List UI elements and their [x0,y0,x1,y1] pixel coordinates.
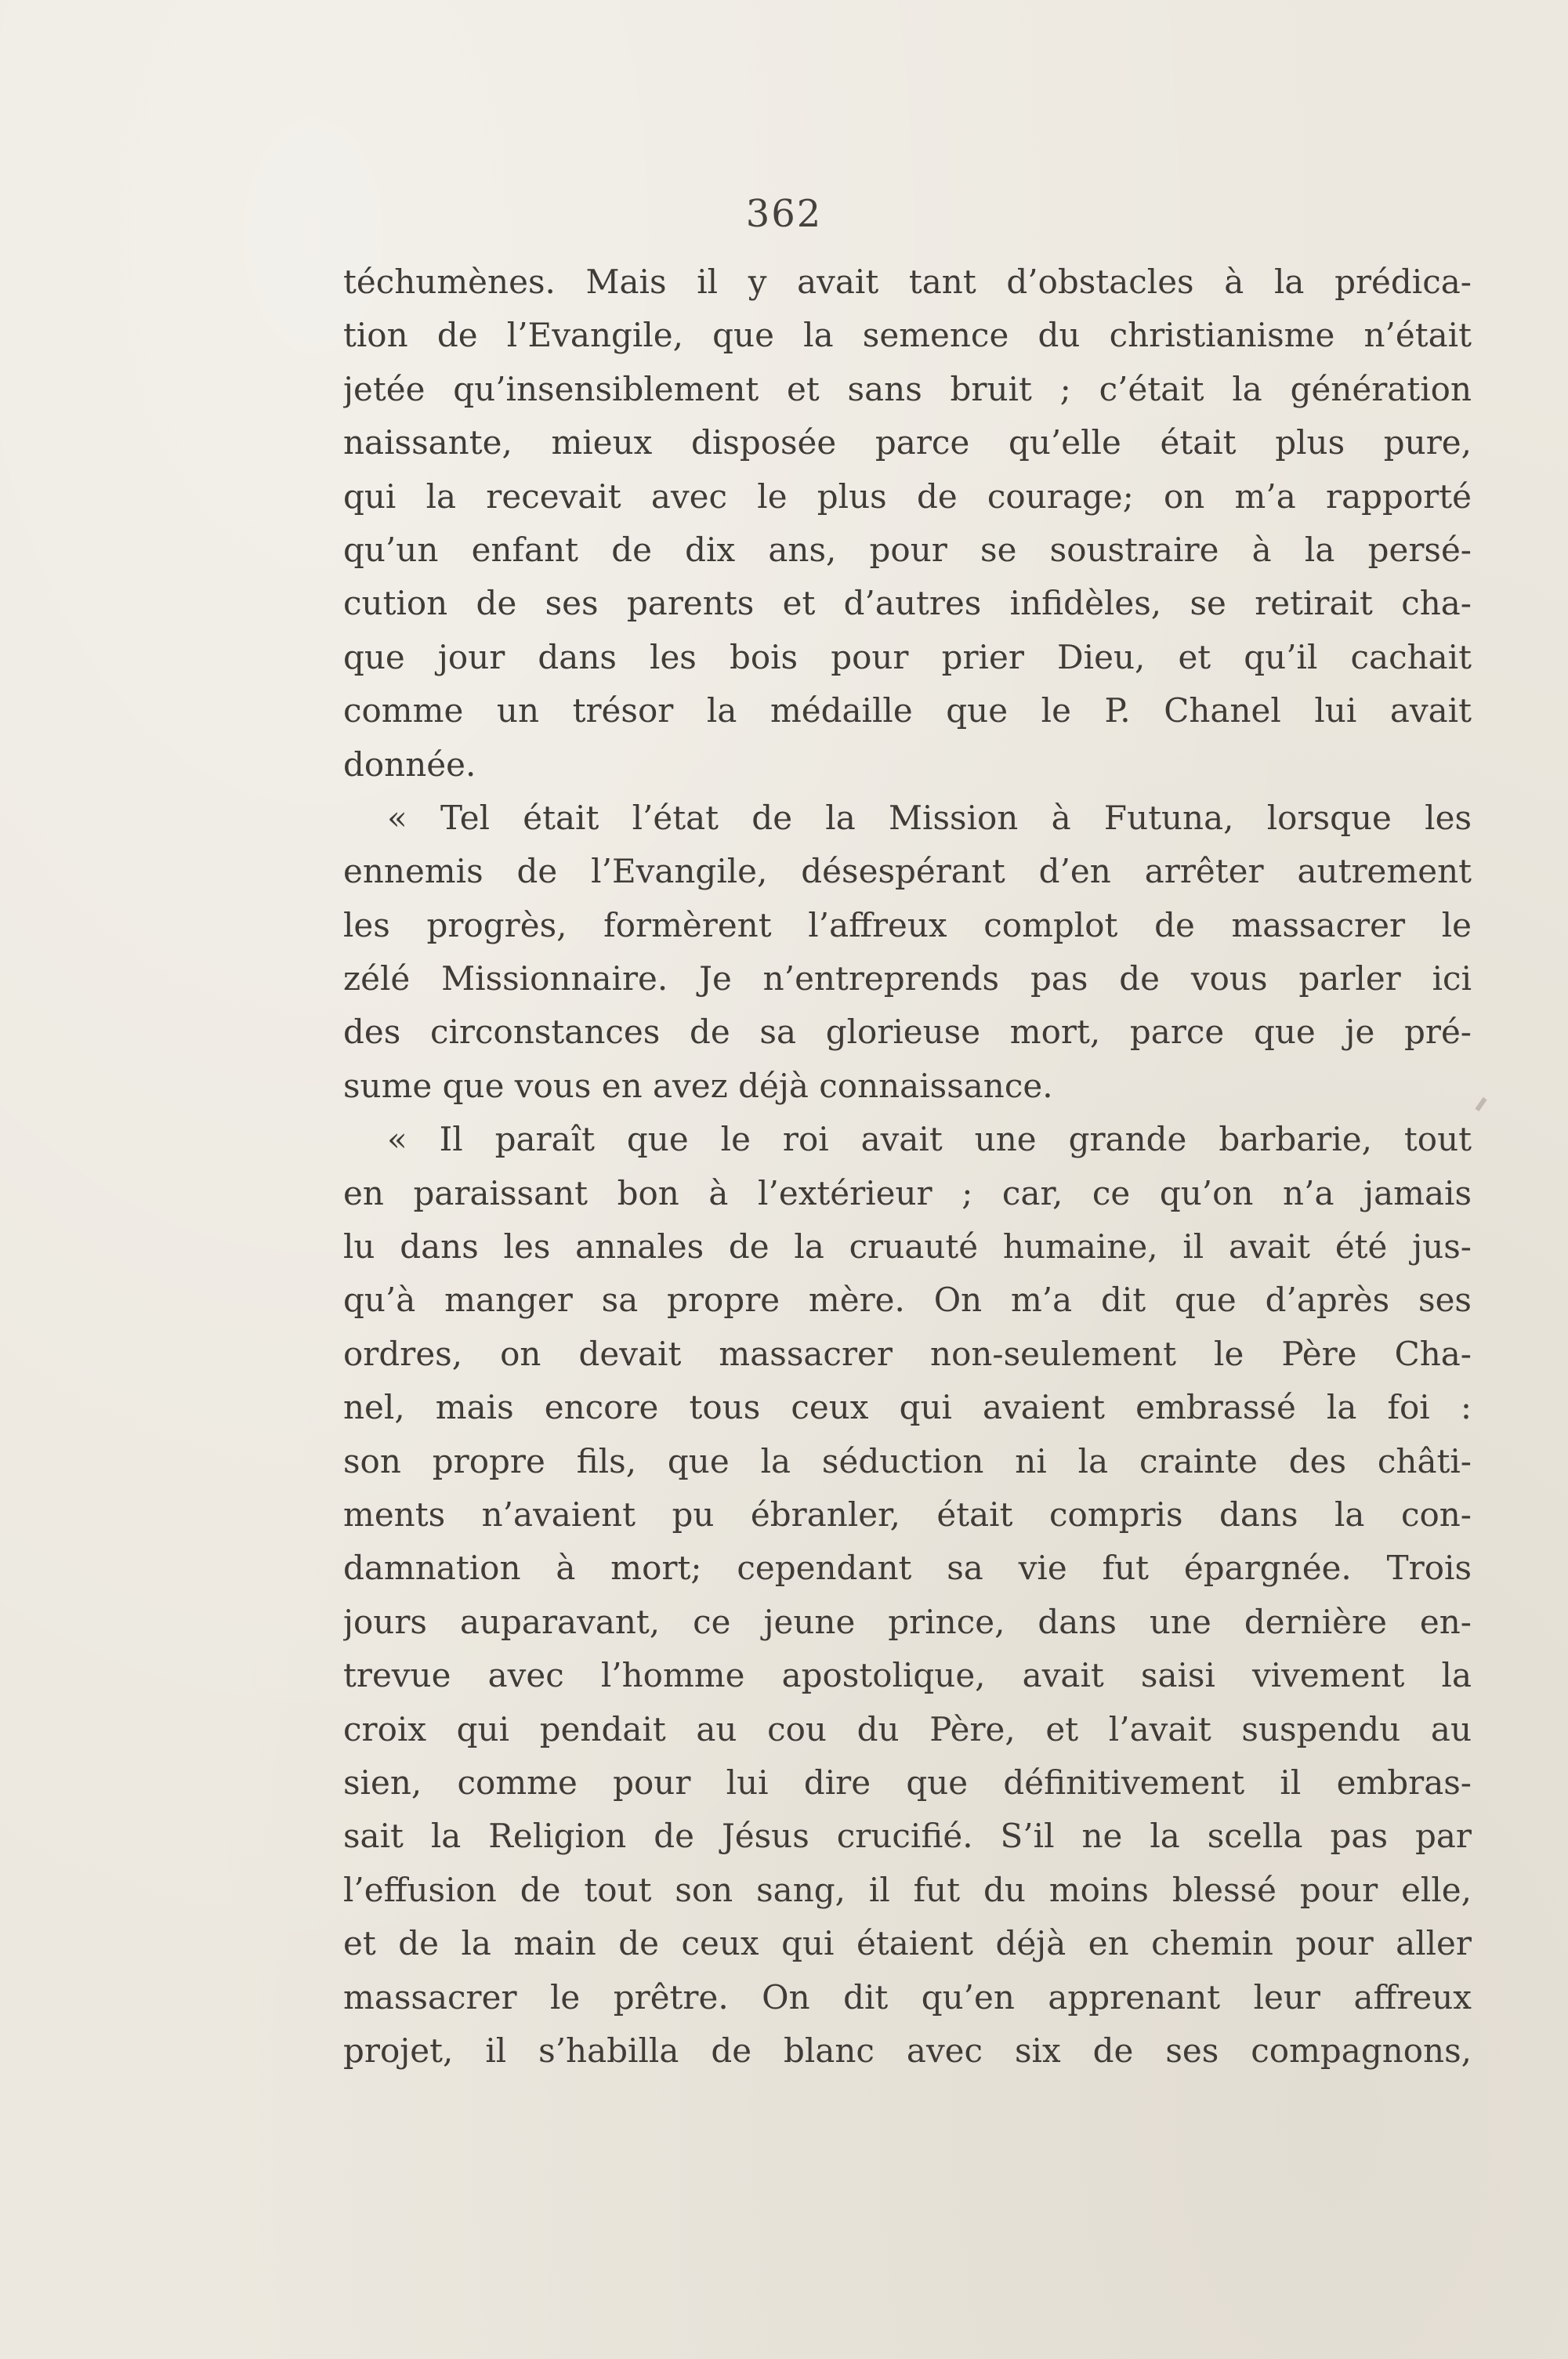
text-line: comme un trésor la médaille que le P. Chanel lui avait [343,691,1472,730]
text-line: ordres, on devait massacrer non-seulement le Père Cha- [343,1334,1472,1373]
text-line: qui la recevait avec le plus de courage; on m’a rapporté [343,477,1472,516]
text-line: qu’un enfant de dix ans, pour se soustraire à la persé- [343,530,1472,569]
text-line: ments n’avaient pu ébranler, était compris dans la con- [343,1495,1472,1534]
text-line: croix qui pendait au cou du Père, et l’avait suspendu au [343,1709,1472,1748]
text-line: que jour dans les bois pour prier Dieu, et qu’il cachait [343,637,1472,676]
text-line: projet, il s’habilla de blanc avec six de ses compagnons, [343,2031,1472,2070]
text-line: tion de l’Evangile, que la semence du christianisme n’était [343,316,1472,355]
text-line: téchumènes. Mais il y avait tant d’obstacles à la prédica- [343,263,1472,301]
text-line: naissante, mieux disposée parce qu’elle était plus pure, [343,423,1472,462]
page-number: 362 [745,192,823,236]
text-line: donnée. [343,745,476,784]
text-line: ennemis de l’Evangile, désespérant d’en arrêter autrement [343,852,1472,891]
text-line: sait la Religion de Jésus crucifié. S’il ne la scella pas par [343,1817,1472,1856]
text-line: les progrès, formèrent l’affreux complot de massacrer le [343,905,1472,944]
text-line: des circonstances de sa glorieuse mort, parce que je pré- [343,1013,1472,1052]
text-line: qu’à manger sa propre mère. On m’a dit que d’après ses [343,1281,1472,1320]
body-text [343,255,1472,2078]
text-line: jetée qu’insensiblement et sans bruit ; c’était la génération [343,369,1472,408]
text-line: zélé Missionnaire. Je n’entreprends pas de vous parler ici [343,959,1472,998]
paragraph-start: « Il paraît que le roi avait une grande barbarie, tout [387,1120,1472,1159]
text-line: trevue avec l’homme apostolique, avait saisi vivement la [343,1656,1472,1695]
text-line: et de la main de ceux qui étaient déjà en chemin pour aller [343,1924,1472,1963]
text-line: cution de ses parents et d’autres infidèles, se retirait cha- [343,584,1472,623]
text-line: sien, comme pour lui dire que définitivement il embras- [343,1763,1472,1802]
text-line: nel, mais encore tous ceux qui avaient embrassé la foi : [343,1388,1472,1427]
text-line: massacrer le prêtre. On dit qu’en apprenant leur affreux [343,1977,1472,2017]
text-line: damnation à mort; cependant sa vie fut épargnée. Trois [343,1549,1472,1588]
text-line: jours auparavant, ce jeune prince, dans une dernière en- [343,1602,1472,1641]
paragraph-start: « Tel était l’état de la Mission à Futuna, lorsque les [387,798,1472,837]
ink-mark [1475,1097,1487,1111]
text-line: son propre fils, que la séduction ni la crainte des châti- [343,1441,1472,1480]
text-line: en paraissant bon à l’extérieur ; car, ce qu’on n’a jamais [343,1173,1472,1212]
text-line: lu dans les annales de la cruauté humaine, il avait été jus- [343,1227,1472,1266]
text-line: sume que vous en avez déjà connaissance. [343,1066,1053,1105]
text-line: l’effusion de tout son sang, il fut du moins blessé pour elle, [343,1870,1472,1909]
